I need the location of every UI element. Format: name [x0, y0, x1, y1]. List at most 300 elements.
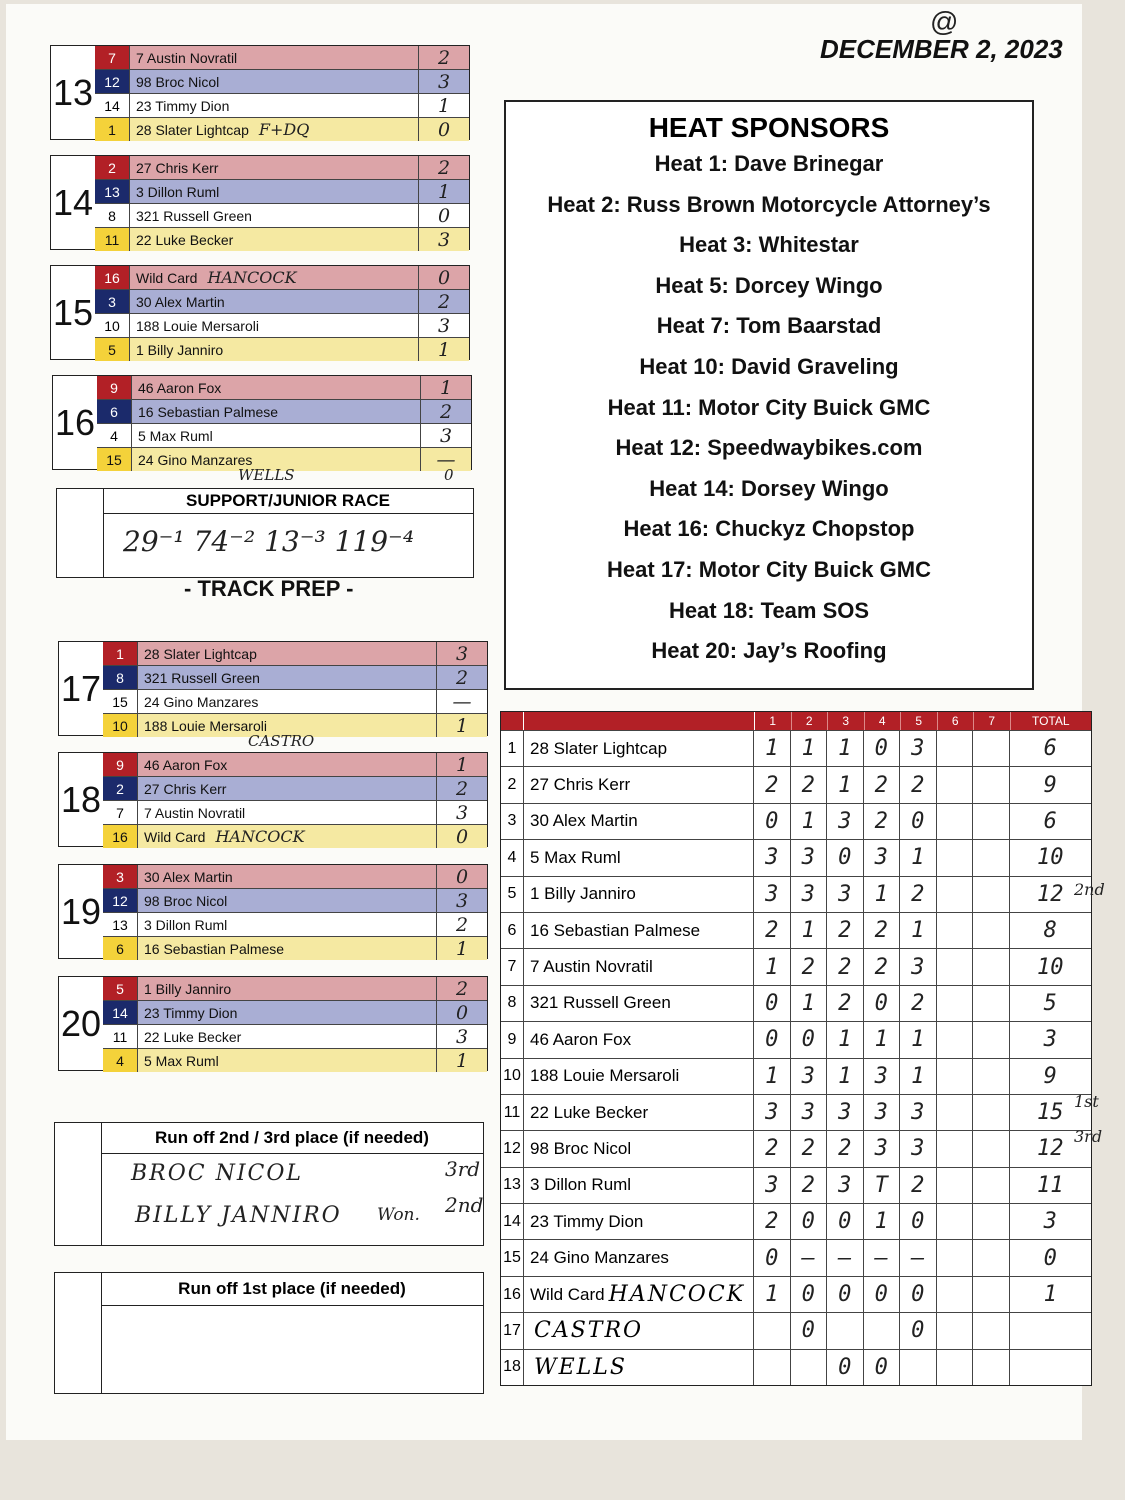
standings-pos: 10	[501, 1059, 524, 1094]
heat-points: 0	[437, 1001, 487, 1024]
rider-handwritten-note: HANCOCK	[207, 268, 297, 287]
heat-row	[103, 865, 487, 889]
standings-heat-points: 3	[754, 877, 791, 912]
standings-heat-points: 0	[900, 1277, 937, 1312]
heat-points: 1	[437, 937, 487, 960]
rider-name: Wild Card HANCOCK	[130, 266, 419, 289]
rider-name: 46 Aaron Fox	[138, 753, 437, 776]
standings-heat-points: 1	[791, 804, 828, 839]
runoff23-line2-mark: Won.	[377, 1205, 420, 1225]
rider-name: 27 Chris Kerr	[138, 777, 437, 800]
standings-total: 12	[1037, 881, 1064, 907]
standings-heat-points	[937, 1313, 974, 1348]
gate-number: 5	[103, 977, 138, 1000]
runoff-1st-box	[54, 1272, 484, 1394]
heat-block-17	[58, 641, 488, 736]
standings-heat-points	[937, 1022, 974, 1057]
standings-pos: 5	[501, 877, 524, 912]
standings-rider: 22 Luke Becker	[524, 1095, 754, 1130]
sponsor-list	[506, 144, 1032, 672]
heat-points: 0	[437, 865, 487, 888]
gate-number: 4	[97, 424, 132, 447]
heat-points: 2	[437, 666, 487, 689]
standings-heat-points: 3	[754, 1095, 791, 1130]
standings-heat-points: T	[864, 1168, 901, 1203]
heat-rows	[97, 376, 471, 469]
heat-number: 13	[52, 71, 94, 113]
sponsors-title: HEAT SPONSORS	[648, 112, 890, 143]
heat-row	[95, 70, 469, 94]
rider-name: 24 Gino Manzares	[132, 448, 421, 471]
heat-block-15	[50, 265, 470, 360]
standings-heat-points: 0	[900, 804, 937, 839]
heat-points: 2	[419, 46, 469, 69]
standings-place-note: 3rd	[1074, 1127, 1103, 1147]
sponsor-line: Heat 20: Jay’s Roofing	[651, 638, 887, 664]
rider-name: 98 Broc Nicol	[138, 889, 437, 912]
standings-heat-points: —	[864, 1240, 901, 1275]
standings-row	[501, 803, 1091, 839]
heat-points: 3	[437, 642, 487, 665]
standings-heat-points: 2	[791, 1131, 828, 1166]
sponsor-line: Heat 3: Whitestar	[679, 232, 859, 258]
standings-pos: 6	[501, 913, 524, 948]
heat-points: 2	[437, 777, 487, 800]
heat-points: 1	[419, 338, 469, 361]
heat-points: 1	[437, 753, 487, 776]
heat-rows	[95, 266, 469, 359]
heat-row	[95, 266, 469, 290]
standings-row	[501, 876, 1091, 912]
support-side-cell	[57, 489, 104, 577]
scribble-mark: @	[930, 6, 959, 37]
standings-total: 15	[1037, 1100, 1064, 1126]
standings-heat-points: 1	[754, 1059, 791, 1094]
gate-number: 15	[97, 448, 132, 471]
gate-number: 9	[103, 753, 138, 776]
gate-number: 11	[103, 1025, 138, 1048]
standings-heat-points	[973, 1022, 1010, 1057]
header-heat-6: 6	[938, 712, 975, 730]
standings-heat-points: 3	[864, 1095, 901, 1130]
rider-name: 22 Luke Becker	[130, 228, 419, 251]
heat-points: 1	[437, 714, 487, 737]
gate-number: 2	[95, 156, 130, 179]
standings-total: 6	[1043, 736, 1057, 762]
heat-row	[95, 290, 469, 314]
standings-heat-points: 1	[900, 840, 937, 875]
standings-row	[501, 912, 1091, 948]
standings-rider: 5 Max Ruml	[524, 840, 754, 875]
standings-heat-points: 1	[864, 1022, 901, 1057]
support-junior-box	[56, 488, 474, 578]
rider-name: 16 Sebastian Palmese	[132, 400, 421, 423]
gate-number: 7	[103, 801, 138, 824]
standings-heat-points: 0	[791, 1277, 828, 1312]
heat-block-18	[58, 752, 488, 847]
gate-number: 3	[103, 865, 138, 888]
standings-pos: 9	[501, 1022, 524, 1057]
standings-heat-points: 2	[864, 767, 901, 802]
rider-name: 1 Billy Janniro	[138, 977, 437, 1000]
standings-total: 3	[1043, 1027, 1057, 1053]
gate-number: 4	[103, 1049, 138, 1072]
standings-heat-points	[937, 1059, 974, 1094]
runoff23-title: Run off 2nd / 3rd place (if needed)	[101, 1123, 483, 1154]
wells-note: WELLS	[238, 466, 295, 484]
heat-rows	[103, 753, 487, 846]
standings-row	[501, 839, 1091, 875]
runoff23-side-cell	[55, 1123, 102, 1245]
standings-heat-points: 1	[754, 1277, 791, 1312]
standings-heat-points: 3	[791, 1095, 828, 1130]
heat-row	[103, 642, 487, 666]
gate-number: 7	[95, 46, 130, 69]
support-title: SUPPORT/JUNIOR RACE	[103, 489, 473, 514]
runoff1-title: Run off 1st place (if needed)	[101, 1273, 483, 1306]
standings-heat-points: 3	[864, 840, 901, 875]
standings-heat-points	[937, 840, 974, 875]
rider-name: 5 Max Ruml	[132, 424, 421, 447]
gate-number: 12	[95, 70, 130, 93]
standings-heat-points: 2	[754, 767, 791, 802]
standings-heat-points	[973, 877, 1010, 912]
sponsor-line: Heat 17: Motor City Buick GMC	[607, 556, 931, 582]
standings-heat-points: 3	[827, 804, 864, 839]
standings-heat-points: 0	[827, 1204, 864, 1239]
standings-rider: 98 Broc Nicol	[524, 1131, 754, 1166]
standings-pos: 7	[501, 949, 524, 984]
standings-rider: 321 Russell Green	[524, 986, 754, 1021]
standings-heat-points: 1	[900, 913, 937, 948]
standings-heat-points	[864, 1313, 901, 1348]
standings-total: 3	[1043, 1209, 1057, 1235]
rider-name: 30 Alex Martin	[138, 865, 437, 888]
gate-number: 11	[95, 228, 130, 251]
sponsor-line: Heat 5: Dorcey Wingo	[655, 272, 883, 298]
support-body	[103, 513, 473, 577]
heat-row	[103, 690, 487, 714]
heat-row	[103, 825, 487, 848]
heat-block-19	[58, 864, 488, 959]
runoff23-line2: BILLY JANNIRO	[135, 1203, 342, 1228]
standings-heat-points: —	[900, 1240, 937, 1275]
heat-row	[103, 1025, 487, 1049]
standings-heat-points: 3	[900, 731, 937, 766]
gate-number: 10	[95, 314, 130, 337]
rider-name: 22 Luke Becker	[138, 1025, 437, 1048]
standings-row	[501, 948, 1091, 984]
standings-heat-points	[937, 913, 974, 948]
heat-points: 3	[437, 889, 487, 912]
standings-pos: 12	[501, 1131, 524, 1166]
standings-heat-points	[973, 1095, 1010, 1130]
gate-number: 10	[103, 714, 138, 737]
gate-number: 1	[95, 118, 130, 141]
standings-row	[501, 985, 1091, 1021]
standings-rider	[524, 1350, 754, 1385]
standings-heat-points: 3	[754, 1168, 791, 1203]
standings-heat-points: 2	[900, 877, 937, 912]
standings-heat-points	[937, 731, 974, 766]
standings-heat-points: 3	[791, 877, 828, 912]
standings-heat-points	[791, 1350, 828, 1385]
standings-heat-points: 3	[791, 840, 828, 875]
standings-heat-points: 0	[791, 1022, 828, 1057]
heat-row	[103, 977, 487, 1001]
standings-heat-points	[754, 1350, 791, 1385]
rider-name: 1 Billy Janniro	[130, 338, 419, 361]
standings-total: 5	[1043, 990, 1057, 1016]
standings-heat-points	[973, 840, 1010, 875]
standings-heat-points: 0	[864, 1277, 901, 1312]
standings-heat-points: 2	[900, 1168, 937, 1203]
wells-pts: 0	[444, 466, 454, 484]
standings-heat-points: 2	[827, 913, 864, 948]
standings-heat-points	[973, 804, 1010, 839]
standings-heat-points: 2	[791, 949, 828, 984]
standings-heat-points	[754, 1313, 791, 1348]
standings-pos: 13	[501, 1168, 524, 1203]
standings-total: 1	[1043, 1282, 1057, 1308]
standings-pos: 15	[501, 1240, 524, 1275]
gate-number: 16	[103, 825, 138, 848]
sponsor-line: Heat 18: Team SOS	[668, 597, 870, 623]
standings-row	[501, 1349, 1091, 1385]
heat-block-20	[58, 976, 488, 1071]
standings-pos: 8	[501, 986, 524, 1021]
rider-name: 7 Austin Novratil	[138, 801, 437, 824]
gate-number: 2	[103, 777, 138, 800]
heat-points: 0	[437, 825, 487, 848]
heat-row	[103, 937, 487, 960]
standings-rider: Wild Card HANCOCK	[524, 1277, 754, 1312]
rider-name: 24 Gino Manzares	[138, 690, 437, 713]
standings-total: 10	[1037, 954, 1064, 980]
standings-heat-points: 1	[754, 731, 791, 766]
standings-heat-points	[973, 986, 1010, 1021]
standings-heat-points: 3	[864, 1131, 901, 1166]
header-name-cell	[524, 712, 755, 730]
standings-heat-points	[973, 1204, 1010, 1239]
heat-points: 3	[421, 424, 471, 447]
sponsor-line: Heat 12: Speedwaybikes.com	[615, 435, 923, 461]
rider-name: 188 Louie Mersaroli	[130, 314, 419, 337]
sponsor-line: Heat 11: Motor City Buick GMC	[607, 394, 931, 420]
heat-row	[97, 376, 471, 400]
gate-number: 15	[103, 690, 138, 713]
standings-table	[500, 711, 1092, 1386]
heat-number: 20	[60, 1002, 102, 1044]
heat-points: 0	[419, 204, 469, 227]
gate-number: 14	[103, 1001, 138, 1024]
gate-number: 6	[103, 937, 138, 960]
standings-pos: 17	[501, 1313, 524, 1348]
standings-header	[501, 712, 1091, 730]
heat-block-16	[52, 375, 472, 470]
heat-points: 3	[419, 228, 469, 251]
standings-handwritten-name: CASTRO	[534, 1318, 644, 1344]
heat-number: 15	[52, 291, 94, 333]
standings-heat-points	[937, 1204, 974, 1239]
rider-name: 188 Louie Mersaroli	[138, 714, 437, 737]
heat-row	[95, 46, 469, 70]
heat-row	[95, 228, 469, 251]
heat-row	[103, 777, 487, 801]
sponsor-line: Heat 2: Russ Brown Motorcycle Attorney’s	[547, 191, 991, 217]
standings-pos: 4	[501, 840, 524, 875]
gate-number: 14	[95, 94, 130, 117]
gate-number: 13	[103, 913, 138, 936]
standings-handwritten-name: HANCOCK	[608, 1282, 746, 1308]
heat-row	[103, 889, 487, 913]
rider-name: 28 Slater Lightcap	[138, 642, 437, 665]
standings-heat-points: 2	[864, 913, 901, 948]
rider-name: 7 Austin Novratil	[130, 46, 419, 69]
standings-rider: 30 Alex Martin	[524, 804, 754, 839]
heat-block-14	[50, 155, 470, 250]
gate-number: 13	[95, 180, 130, 203]
standings-heat-points	[973, 1313, 1010, 1348]
runoff-2nd-3rd-box	[54, 1122, 484, 1246]
standings-heat-points: 1	[754, 949, 791, 984]
standings-heat-points	[937, 1240, 974, 1275]
heat-points: 3	[437, 801, 487, 824]
rider-name: 16 Sebastian Palmese	[138, 937, 437, 960]
standings-heat-points: 3	[754, 840, 791, 875]
standings-heat-points: 3	[827, 1168, 864, 1203]
standings-heat-points: 3	[864, 1059, 901, 1094]
standings-pos: 16	[501, 1277, 524, 1312]
standings-heat-points: 1	[827, 1059, 864, 1094]
standings-heat-points: 0	[754, 1022, 791, 1057]
standings-heat-points	[973, 913, 1010, 948]
standings-total	[1010, 1313, 1092, 1348]
sponsor-line: Heat 10: David Graveling	[639, 353, 899, 379]
gate-number: 12	[103, 889, 138, 912]
standings-total: 9	[1043, 1063, 1057, 1089]
gate-number: 5	[95, 338, 130, 361]
standings-rider: 3 Dillon Ruml	[524, 1168, 754, 1203]
standings-heat-points: 1	[900, 1022, 937, 1057]
rider-name: 321 Russell Green	[130, 204, 419, 227]
standings-heat-points: 1	[827, 767, 864, 802]
heat-row	[95, 338, 469, 361]
standings-heat-points: 0	[864, 731, 901, 766]
standings-heat-points: 0	[791, 1204, 828, 1239]
heat-row	[97, 400, 471, 424]
heat-row	[103, 666, 487, 690]
standings-heat-points: 2	[864, 804, 901, 839]
standings-rider: 24 Gino Manzares	[524, 1240, 754, 1275]
heat-number: 14	[52, 181, 94, 223]
standings-pos: 2	[501, 767, 524, 802]
standings-heat-points: 0	[864, 1350, 901, 1385]
standings-rider: 27 Chris Kerr	[524, 767, 754, 802]
standings-total: 11	[1037, 1172, 1064, 1198]
heat-rows	[103, 977, 487, 1070]
header-heat-3: 3	[828, 712, 865, 730]
heat-rows	[95, 156, 469, 249]
heat-points: 2	[419, 156, 469, 179]
heat-row	[97, 424, 471, 448]
standings-total: 6	[1043, 808, 1057, 834]
standings-heat-points: 1	[791, 731, 828, 766]
heat-points: 3	[419, 70, 469, 93]
heat-row	[103, 913, 487, 937]
heat-row	[95, 118, 469, 141]
standings-heat-points: 3	[900, 1131, 937, 1166]
standings-pos: 1	[501, 731, 524, 766]
standings-heat-points: 3	[900, 1095, 937, 1130]
heat-points: 1	[419, 94, 469, 117]
heat-points: 1	[419, 180, 469, 203]
standings-total	[1010, 1350, 1092, 1385]
rider-name: 23 Timmy Dion	[138, 1001, 437, 1024]
standings-heat-points	[937, 804, 974, 839]
rider-name: 28 Slater Lightcap F+DQ	[130, 118, 419, 141]
standings-heat-points	[973, 949, 1010, 984]
heat-points: —	[421, 448, 471, 471]
rider-handwritten-note: HANCOCK	[215, 827, 305, 846]
runoff23-line2-place: 2nd	[445, 1193, 484, 1217]
heat-points: 2	[419, 290, 469, 313]
track-prep-label: - TRACK PREP -	[184, 576, 354, 601]
standings-rider: 28 Slater Lightcap	[524, 731, 754, 766]
standings-heat-points: 2	[827, 949, 864, 984]
standings-row	[501, 1312, 1091, 1348]
heat-points: 0	[419, 266, 469, 289]
heat-points: 0	[419, 118, 469, 141]
rider-name: Wild Card HANCOCK	[138, 825, 437, 848]
gate-number: 8	[103, 666, 138, 689]
runoff1-side-cell	[55, 1273, 102, 1393]
rider-name: 3 Dillon Ruml	[138, 913, 437, 936]
standings-pos: 3	[501, 804, 524, 839]
standings-heat-points: 0	[864, 986, 901, 1021]
standings-heat-points: 2	[791, 1168, 828, 1203]
heat-number: 18	[60, 778, 102, 820]
standings-pos: 18	[501, 1350, 524, 1385]
standings-heat-points	[973, 1240, 1010, 1275]
heat-row	[95, 204, 469, 228]
standings-rider: 1 Billy Janniro	[524, 877, 754, 912]
standings-row	[501, 1167, 1091, 1203]
sponsor-line: Heat 14: Dorsey Wingo	[649, 475, 889, 501]
standings-heat-points: —	[791, 1240, 828, 1275]
heat-number: 19	[60, 890, 102, 932]
standings-heat-points: 3	[827, 877, 864, 912]
standings-heat-points: 2	[900, 986, 937, 1021]
header-heat-4: 4	[865, 712, 902, 730]
standings-row	[501, 1130, 1091, 1166]
rider-name: 3 Dillon Ruml	[130, 180, 419, 203]
standings-heat-points: 3	[791, 1059, 828, 1094]
standings-rider: 7 Austin Novratil	[524, 949, 754, 984]
rider-name: 5 Max Ruml	[138, 1049, 437, 1072]
heat-points: 3	[419, 314, 469, 337]
heat-sponsors-box	[504, 100, 1034, 690]
support-entries: 29⁻¹ 74⁻² 13⁻³ 119⁻⁴	[123, 525, 415, 558]
standings-row	[501, 766, 1091, 802]
standings-heat-points: —	[827, 1240, 864, 1275]
event-date: DECEMBER 2, 2023	[820, 34, 1063, 64]
rider-handwritten-note: F+DQ	[258, 120, 310, 139]
standings-heat-points: 0	[827, 1277, 864, 1312]
standings-heat-points: 1	[900, 1059, 937, 1094]
gate-number: 1	[103, 642, 138, 665]
gate-number: 8	[95, 204, 130, 227]
